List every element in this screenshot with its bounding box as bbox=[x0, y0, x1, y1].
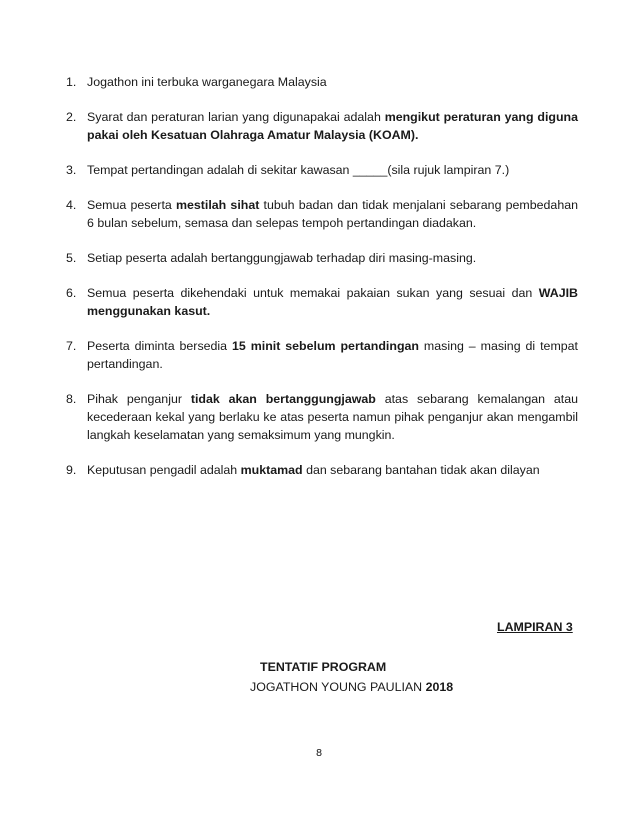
rule-number: 2. bbox=[66, 110, 77, 124]
rule-number: 5. bbox=[66, 251, 77, 265]
rule-text-bold: muktamad bbox=[240, 463, 303, 477]
rule-text bbox=[87, 251, 476, 265]
rules-list bbox=[66, 73, 578, 496]
program-title bbox=[250, 680, 453, 694]
rule-item bbox=[66, 390, 578, 444]
rule-text-segment: Peserta diminta bersedia bbox=[87, 339, 233, 353]
rule-text-segment: Tempat pertandingan adalah di sekitar kawasan _____(sila rujuk lampiran 7.) bbox=[87, 163, 510, 177]
rule-text-segment: masing – masing di tempat pertandingan. bbox=[87, 339, 578, 371]
rule-item bbox=[66, 108, 578, 144]
rule-number: 1. bbox=[66, 75, 77, 89]
rule-text bbox=[87, 163, 509, 177]
rule-number: 7. bbox=[66, 339, 77, 353]
page-number: 8 bbox=[315, 748, 323, 759]
rule-item bbox=[66, 196, 578, 232]
rule-item bbox=[66, 461, 578, 479]
program-heading: TENTATIF PROGRAM bbox=[260, 660, 387, 674]
rule-text bbox=[87, 198, 578, 230]
rule-text-bold: mengikut peraturan yang diguna pakai oleh Kesatuan Olahraga Amatur Malaysia (KOAM). bbox=[87, 110, 578, 142]
rule-item bbox=[66, 73, 578, 91]
rule-text bbox=[87, 392, 578, 442]
rule-text bbox=[87, 286, 578, 318]
rule-number: 3. bbox=[66, 163, 77, 177]
program-year: 2018 bbox=[425, 680, 454, 694]
rule-text-bold: 15 minit sebelum pertandingan bbox=[232, 339, 419, 353]
rule-item bbox=[66, 249, 578, 267]
program-name: JOGATHON YOUNG PAULIAN bbox=[250, 680, 426, 694]
rule-text-segment: Keputusan pengadil adalah bbox=[87, 463, 241, 477]
rule-text-segment: atas sebarang kemalangan atau kecederaan kekal yang berlaku ke atas peserta namun pihak penganjur akan mengambil langkah keselamatan yang semaksimum yang mungkin. bbox=[87, 392, 578, 442]
rule-text bbox=[87, 110, 578, 142]
rule-text-segment: Semua peserta bbox=[87, 198, 176, 212]
lampiran-label: LAMPIRAN 3 bbox=[497, 620, 573, 634]
rule-text-segment: Pihak penganjur bbox=[87, 392, 191, 406]
rule-text bbox=[87, 463, 540, 477]
rule-text bbox=[87, 75, 327, 89]
rule-text-bold: WAJIB menggunakan kasut. bbox=[87, 286, 578, 318]
rule-number: 9. bbox=[66, 463, 77, 477]
rule-text-segment: Semua peserta dikehendaki untuk memakai pakaian sukan yang sesuai dan bbox=[87, 286, 539, 300]
rule-item bbox=[66, 337, 578, 373]
rule-number: 4. bbox=[66, 198, 77, 212]
rule-item bbox=[66, 161, 578, 179]
rule-number: 6. bbox=[66, 286, 77, 300]
rule-text-bold: mestilah sihat bbox=[175, 198, 260, 212]
rule-text-segment: Jogathon ini terbuka warganegara Malaysia bbox=[87, 75, 327, 89]
rule-item bbox=[66, 284, 578, 320]
rule-number: 8. bbox=[66, 392, 77, 406]
rule-text-segment: tubuh badan dan tidak menjalani sebarang pembedahan 6 bulan sebelum, semasa dan selepas tempoh pertandingan diadakan. bbox=[87, 198, 578, 230]
rule-text bbox=[87, 339, 578, 371]
rule-text-segment: Syarat dan peraturan larian yang digunapakai adalah bbox=[87, 110, 385, 124]
rule-text-segment: Setiap peserta adalah bertanggungjawab terhadap diri masing-masing. bbox=[87, 251, 477, 265]
rule-text-segment: dan sebarang bantahan tidak akan dilayan bbox=[302, 463, 540, 477]
rule-text-bold: tidak akan bertanggungjawab bbox=[190, 392, 376, 406]
